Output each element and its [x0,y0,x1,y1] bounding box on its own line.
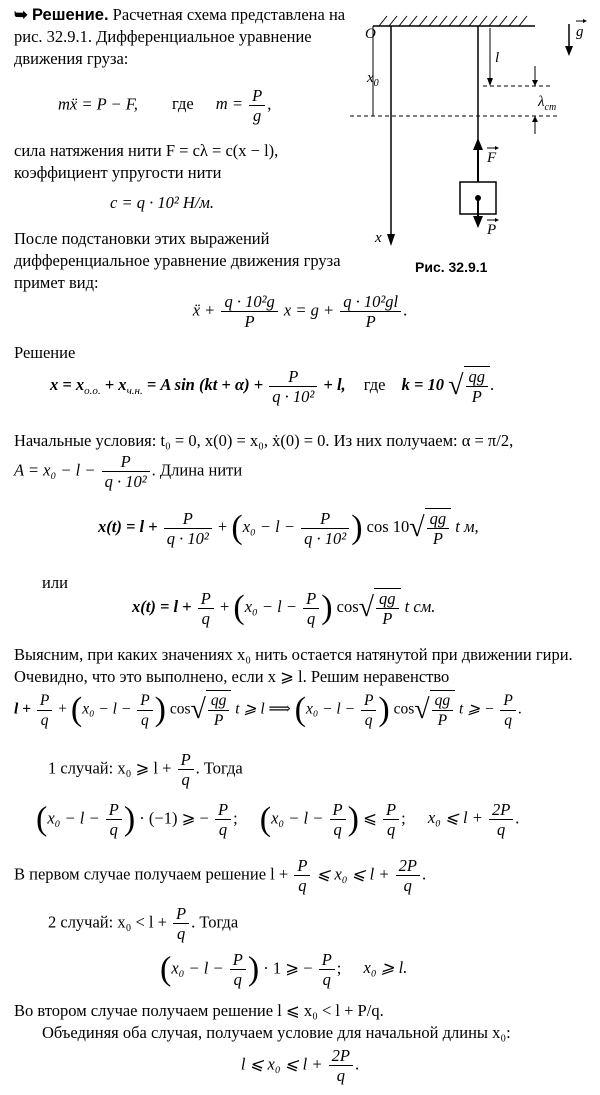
paragraph-find: Выясним, при каких значениях x₀ нить остается натянутой при движении гири. Очевидно, что это выполнено, если x ⩾ l. Решим неравенство [14,645,573,686]
label-g: g [576,24,584,40]
arrow-icon: ➥ [14,5,28,24]
eq1-where: где [172,94,194,114]
label-x0: $x_0$ [367,70,379,89]
result-case-one: В первом случае получаем решение l + $\frac{P}{q}$ ⩽ x₀ ⩽ l + $\frac{2P}{q}$ . [14,856,427,895]
equation-length-cm: x(t) = l + $\frac{P}{q}$ + (x₀ − l − $\frac{P}{q}$ ) cos√ $\frac{qg}{P}$ t см. [132,588,436,628]
label-O: O [365,26,376,42]
paragraph-coefficient: коэффициент упругости нити [14,163,222,182]
paragraph-solution: Решение [14,343,76,362]
case-one: 1 случай: x₀ ⩾ l + $\frac{P}{q}$ . Тогда [48,750,243,789]
solution-title: Решение. [31,6,109,24]
eq1-m: m = [215,94,243,114]
equation-differential: ẍ + $\frac{\text{q · 10²g}}{P}$ x = g + $\frac{\text{q · 10²gl}}{P}$ . [192,292,408,331]
solution-intro: Расчетная схема представлена на рис. 32.9.1. Дифференциальное уравнение движения груза: [14,5,346,68]
paragraph-union: Объединяя оба случая, получаем условие для начальной длины x₀: [42,1023,511,1042]
figure-caption: Рис. 32.9.1 [415,259,488,275]
figure-scheme [345,10,595,285]
paragraph-or: или [42,573,68,592]
label-F: F [487,150,497,166]
label-l: l [495,50,500,66]
label-x-axis: x [375,230,382,246]
paragraph-tension: сила натяжения нити F = cλ = c(x − l), [14,141,279,160]
paragraph-amplitude: A = x₀ − l − $\frac{P}{\text{q · 10²}}$ . Длина нити [14,452,243,491]
eq1-lhs: mẍ = P − F, [58,94,138,114]
solution-header [14,4,354,70]
label-P: P [487,222,497,238]
equation-inequality: l + $\frac{P}{q}$ + (x₀ − l − $\frac{P}{q}$ ) cos√ $\frac{qg}{P}$ t ⩾ l ⟹ (x₀ − l − $\frac{P}{q}$ ) cos√ $\frac{qg}{P}$ t ⩾ − $\frac{P}{q}$ . [14,691,522,729]
case-two: 2 случай: x₀ < l + $\frac{P}{q}$ . Тогда [48,904,239,943]
equation-case-one: (x₀ − l − $\frac{P}{q}$ ) · (−1) ⩾ − $\frac{P}{q}$ ; (x₀ − l − $\frac{P}{q}$ ) ⩽ $\frac{P}{q}$ ; x₀ ⩽ l + $\frac{2P}{q}$ . [36,800,520,839]
eq1-fraction: $\frac{P}{g}$ [249,86,265,125]
equation-motion: mẍ = P − F, где m = $\frac{P}{g}$ , [58,86,272,125]
equation-case-two: (x₀ − l − $\frac{P}{q}$ ) · 1 ⩾ − $\frac{P}{q}$ ; x₀ ⩾ l. [160,950,408,989]
paragraph-initial-conditions: Начальные условия: t₀ = 0, x(0) = x₀, ẋ(0) = 0. Из них получаем: α = π/2, [14,431,514,450]
result-case-two: Во втором случае получаем решение l ⩽ x₀ < l + P/q. [14,1001,384,1020]
paragraph-substitution: После подстановки этих выражений дифференциальное уравнение движения груза примет вид: [14,229,341,292]
equation-coefficient: c = q · 10² Н/м. [110,193,215,212]
label-lambda: $\lambda_{ст}$ [538,94,557,113]
equation-general-solution: $x = x_{о.о.} + x_{ч.н.} = A$ sin (kt + α) + $\frac{P}{\text{q · 10²}}$ + l, где k = 10 √ $\frac{qg}{P}$ . [50,366,495,406]
equation-length-meters: x(t) = l + $\frac{P}{\text{q · 10²}}$ + (x₀ − l − $\frac{P}{\text{q · 10²}}$ ) cos 10√ $\frac{qg}{P}$ t м, [98,508,479,548]
equation-final: l ⩽ x₀ ⩽ l + $\frac{2P}{q}$ . [240,1046,360,1085]
